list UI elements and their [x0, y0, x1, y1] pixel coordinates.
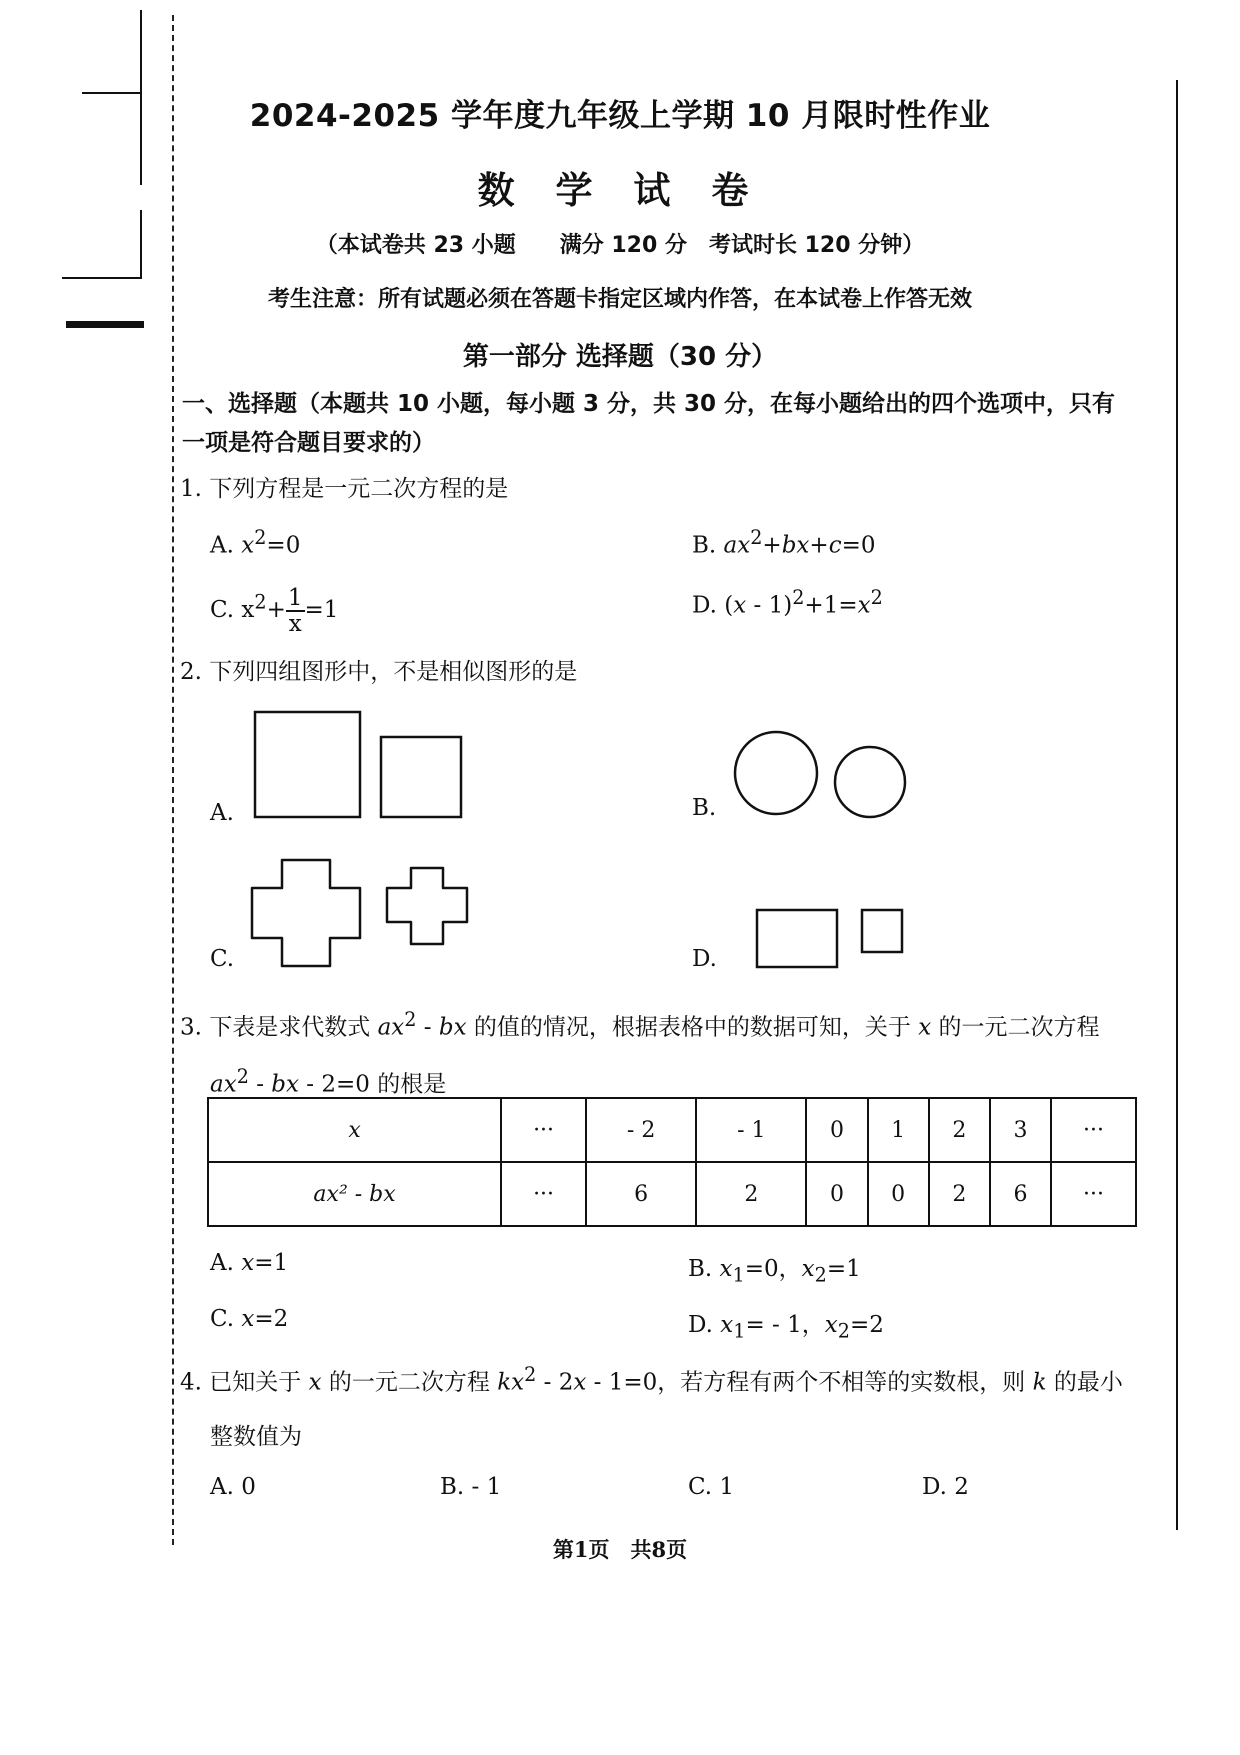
exam-info: （本试卷共 23 小题 满分 120 分 考试时长 120 分钟）: [315, 233, 925, 258]
table-cell: ···: [1051, 1162, 1136, 1226]
q2-a-small-square: [381, 737, 461, 817]
table-cell: 6: [586, 1162, 696, 1226]
table-cell: x: [208, 1098, 501, 1162]
table-row: [208, 1098, 1136, 1162]
q4-stem-line2: 整数值为: [210, 1424, 302, 1450]
table-cell: 2: [696, 1162, 806, 1226]
q3-option-d: D. $x_1= - 1$，$x_2=2$: [688, 1312, 884, 1343]
q2-b-large-circle: [735, 732, 817, 814]
table-cell: ···: [501, 1162, 586, 1226]
q4-option-b: B. - 1: [440, 1474, 502, 1500]
table-cell: 0: [806, 1162, 867, 1226]
q1-option-b: B. $ax^2+bx+c=0$: [692, 526, 876, 559]
q3-option-b: B. $x_1=0$，$x_2=1$: [688, 1256, 861, 1287]
q2-c-small-cross: [387, 868, 467, 944]
q4-option-a: A. 0: [210, 1474, 256, 1500]
q3-option-a: A. x=1: [210, 1250, 289, 1276]
q2-d-small-rect: [862, 910, 902, 952]
exam-title: 2024-2025 学年度九年级上学期 10 月限时性作业: [249, 98, 991, 134]
q2-stem: 2. 下列四组图形中，不是相似图形的是: [180, 659, 578, 685]
table-cell: - 1: [696, 1098, 806, 1162]
q3-stem-line1: 3. 下表是求代数式 $ax^2$ - bx 的值的情况，根据表格中的数据可知，关于 x 的一元二次方程: [180, 1008, 1100, 1041]
q2-d-large-rect: [757, 910, 837, 967]
table-row: [208, 1162, 1136, 1226]
table-cell: ···: [501, 1098, 586, 1162]
q1-option-d: D. $(x - 1)^2+1=x^2$: [692, 586, 883, 619]
section-instruction-2: 一项是符合题目要求的）: [182, 430, 435, 456]
table-cell: 0: [868, 1162, 929, 1226]
q2-option-c-label: C.: [210, 946, 235, 972]
q3-option-c: C. x=2: [210, 1306, 289, 1332]
q3-value-table: [207, 1097, 1137, 1227]
part-title: 第一部分 选择题（30 分）: [462, 342, 778, 372]
table-cell: 3: [990, 1098, 1051, 1162]
q4-option-c: C. 1: [688, 1474, 735, 1500]
table-cell: 2: [929, 1098, 990, 1162]
q2-a-large-square: [255, 712, 360, 817]
q1-option-c: C. $x^2+$ $\frac{1}{x}$ =1: [210, 585, 339, 638]
q2-c-large-cross: [252, 860, 360, 966]
q2-option-d-label: D.: [692, 946, 717, 972]
exam-subject: 数 学 试 卷: [477, 169, 763, 212]
section-instruction-1: 一、选择题（本题共 10 小题，每小题 3 分，共 30 分，在每小题给出的四个选项中，只有: [182, 391, 1116, 417]
q1-option-a: A. $x^2=0$: [210, 526, 301, 559]
q4-option-d: D. 2: [922, 1474, 969, 1500]
table-cell: - 2: [586, 1098, 696, 1162]
table-cell: 0: [806, 1098, 867, 1162]
table-cell: ax² - bx: [208, 1162, 501, 1226]
q2-option-b-label: B.: [692, 795, 717, 821]
q2-b-small-circle: [835, 747, 905, 817]
q3-stem-line2: $ax^2$ - bx - 2=0 的根是: [210, 1065, 447, 1098]
q2-option-a-label: A.: [210, 800, 234, 826]
q4-stem-line1: 4. 已知关于 x 的一元二次方程 $kx^2 - 2x - 1=0$，若方程有两个不相等的实数根，则 k 的最小: [180, 1363, 1123, 1396]
exam-notice: 考生注意：所有试题必须在答题卡指定区域内作答，在本试卷上作答无效: [267, 287, 972, 312]
table-cell: 6: [990, 1162, 1051, 1226]
page-footer: 第1页 共8页: [552, 1537, 688, 1562]
table-cell: 2: [929, 1162, 990, 1226]
table-cell: 1: [868, 1098, 929, 1162]
q1-stem: 1. 下列方程是一元二次方程的是: [180, 476, 509, 502]
table-cell: ···: [1051, 1098, 1136, 1162]
